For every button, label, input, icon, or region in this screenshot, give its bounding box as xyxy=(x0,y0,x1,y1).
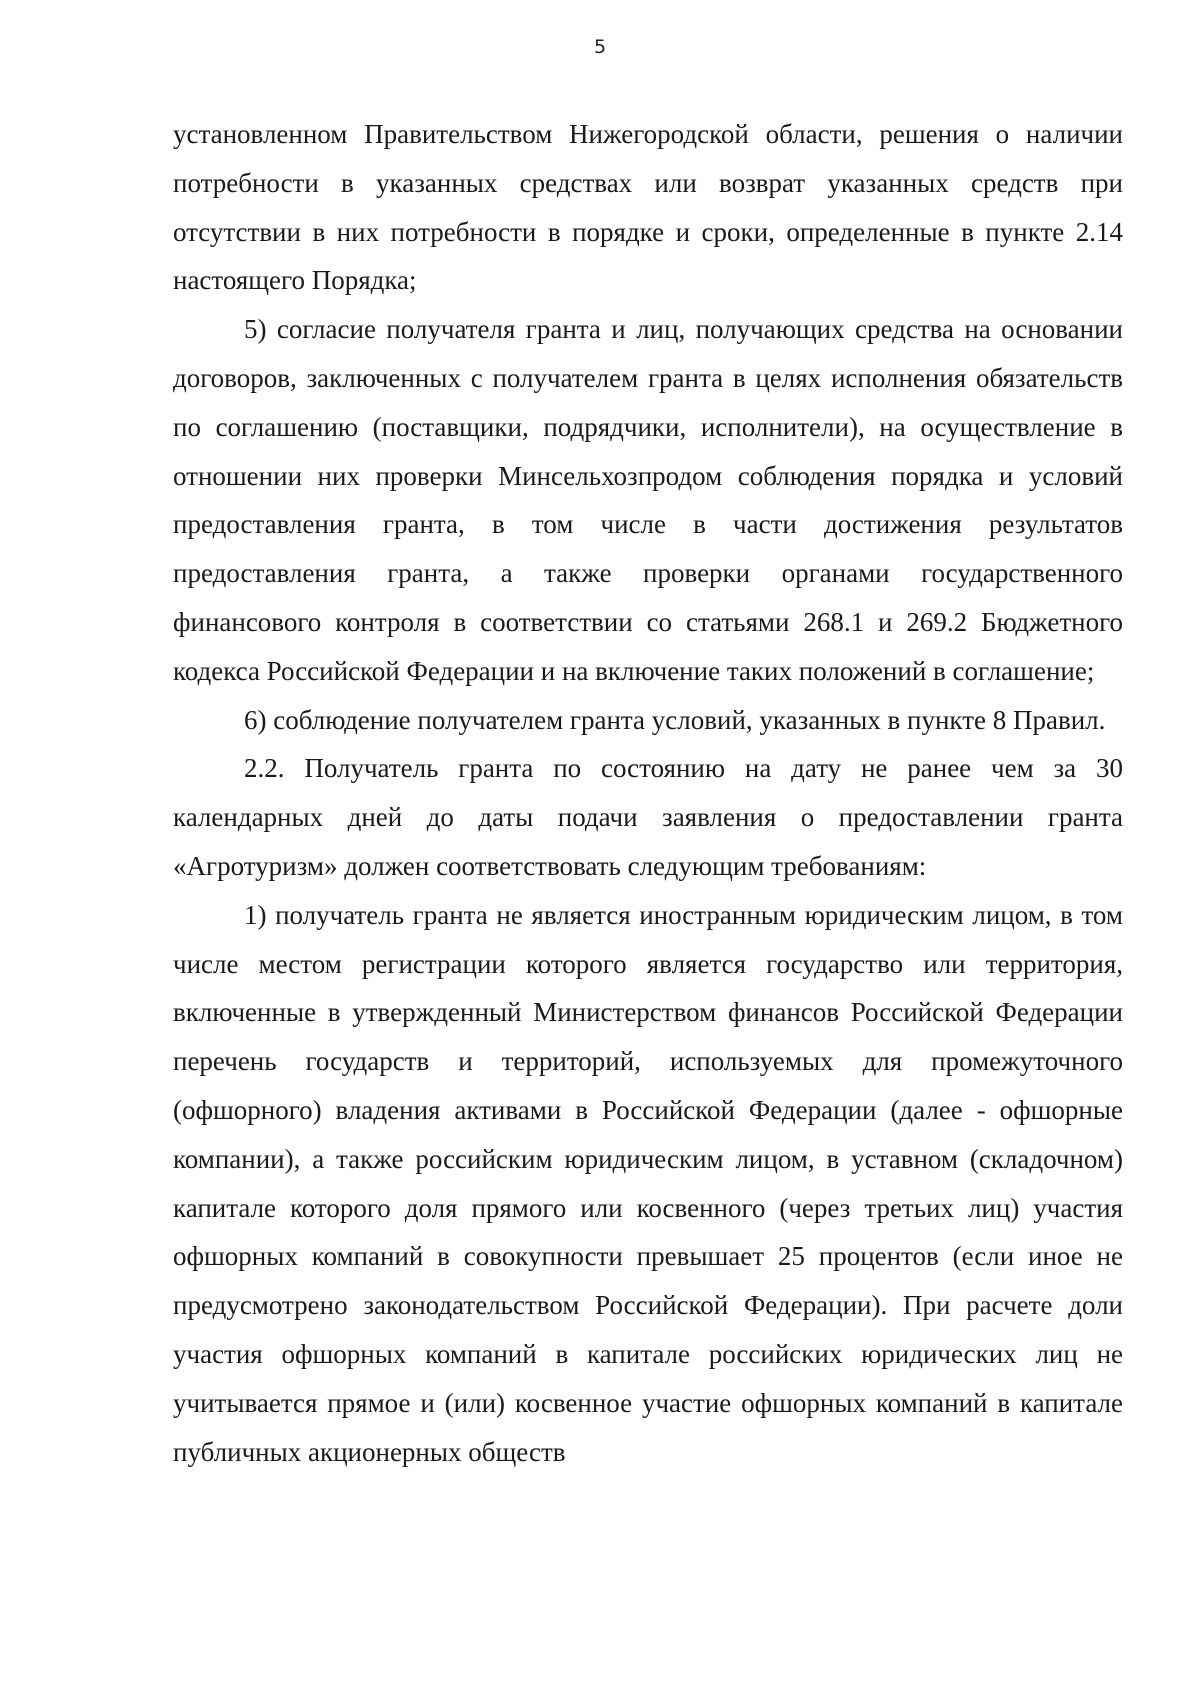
paragraph-item-5: 5) согласие получателя гранта и лиц, получающих средства на основании договоров, заключенных с получателем гранта в целях исполнения обязательств по соглашению (поставщики, подрядчики, исполнители), на осуществление в отношении них проверки Минсельхозпродом соблюдения порядка и условий предоставления гранта, в том числе в части достижения результатов предоставления гранта, а также проверки органами государственного финансового контроля в соответствии со статьями 268.1 и 269.2 Бюджетного кодекса Российской Федерации и на включение таких положений в соглашение; xyxy=(173,314,1123,686)
paragraph-continuation: установленном Правительством Нижегородской области, решения о наличии потребности в указанных средствах или возврат указанных средств при отсутствии в них потребности в порядке и сроки, определенные в пункте 2.14 настоящего Порядка; xyxy=(173,119,1123,296)
page-number: 5 xyxy=(593,36,607,58)
document-body xyxy=(173,110,1123,1476)
paragraph-item-1: 1) получатель гранта не является иностранным юридическим лицом, в том числе местом регистрации которого является государство или территория, включенные в утвержденный Министерством финансов Российской Федерации перечень государств и территорий, используемых для промежуточного (офшорного) владения активами в Российской Федерации (далее - офшорные компании), а также российским юридическим лицом, в уставном (складочном) капитале которого доля прямого или косвенного (через третьих лиц) участия офшорных компаний в совокупности превышает 25 процентов (если иное не предусмотрено законодательством Российской Федерации). При расчете доли участия офшорных компаний в капитале российских юридических лиц не учитывается прямое и (или) косвенное участие офшорных компаний в капитале публичных акционерных обществ xyxy=(173,899,1123,1467)
paragraph-section-2-2: 2.2. Получатель гранта по состоянию на дату не ранее чем за 30 календарных дней до даты подачи заявления о предоставлении гранта «Агротуризм» должен соответствовать следующим требованиям: xyxy=(173,753,1123,881)
paragraph-item-6: 6) соблюдение получателем гранта условий, указанных в пункте 8 Правил. xyxy=(244,704,1106,735)
